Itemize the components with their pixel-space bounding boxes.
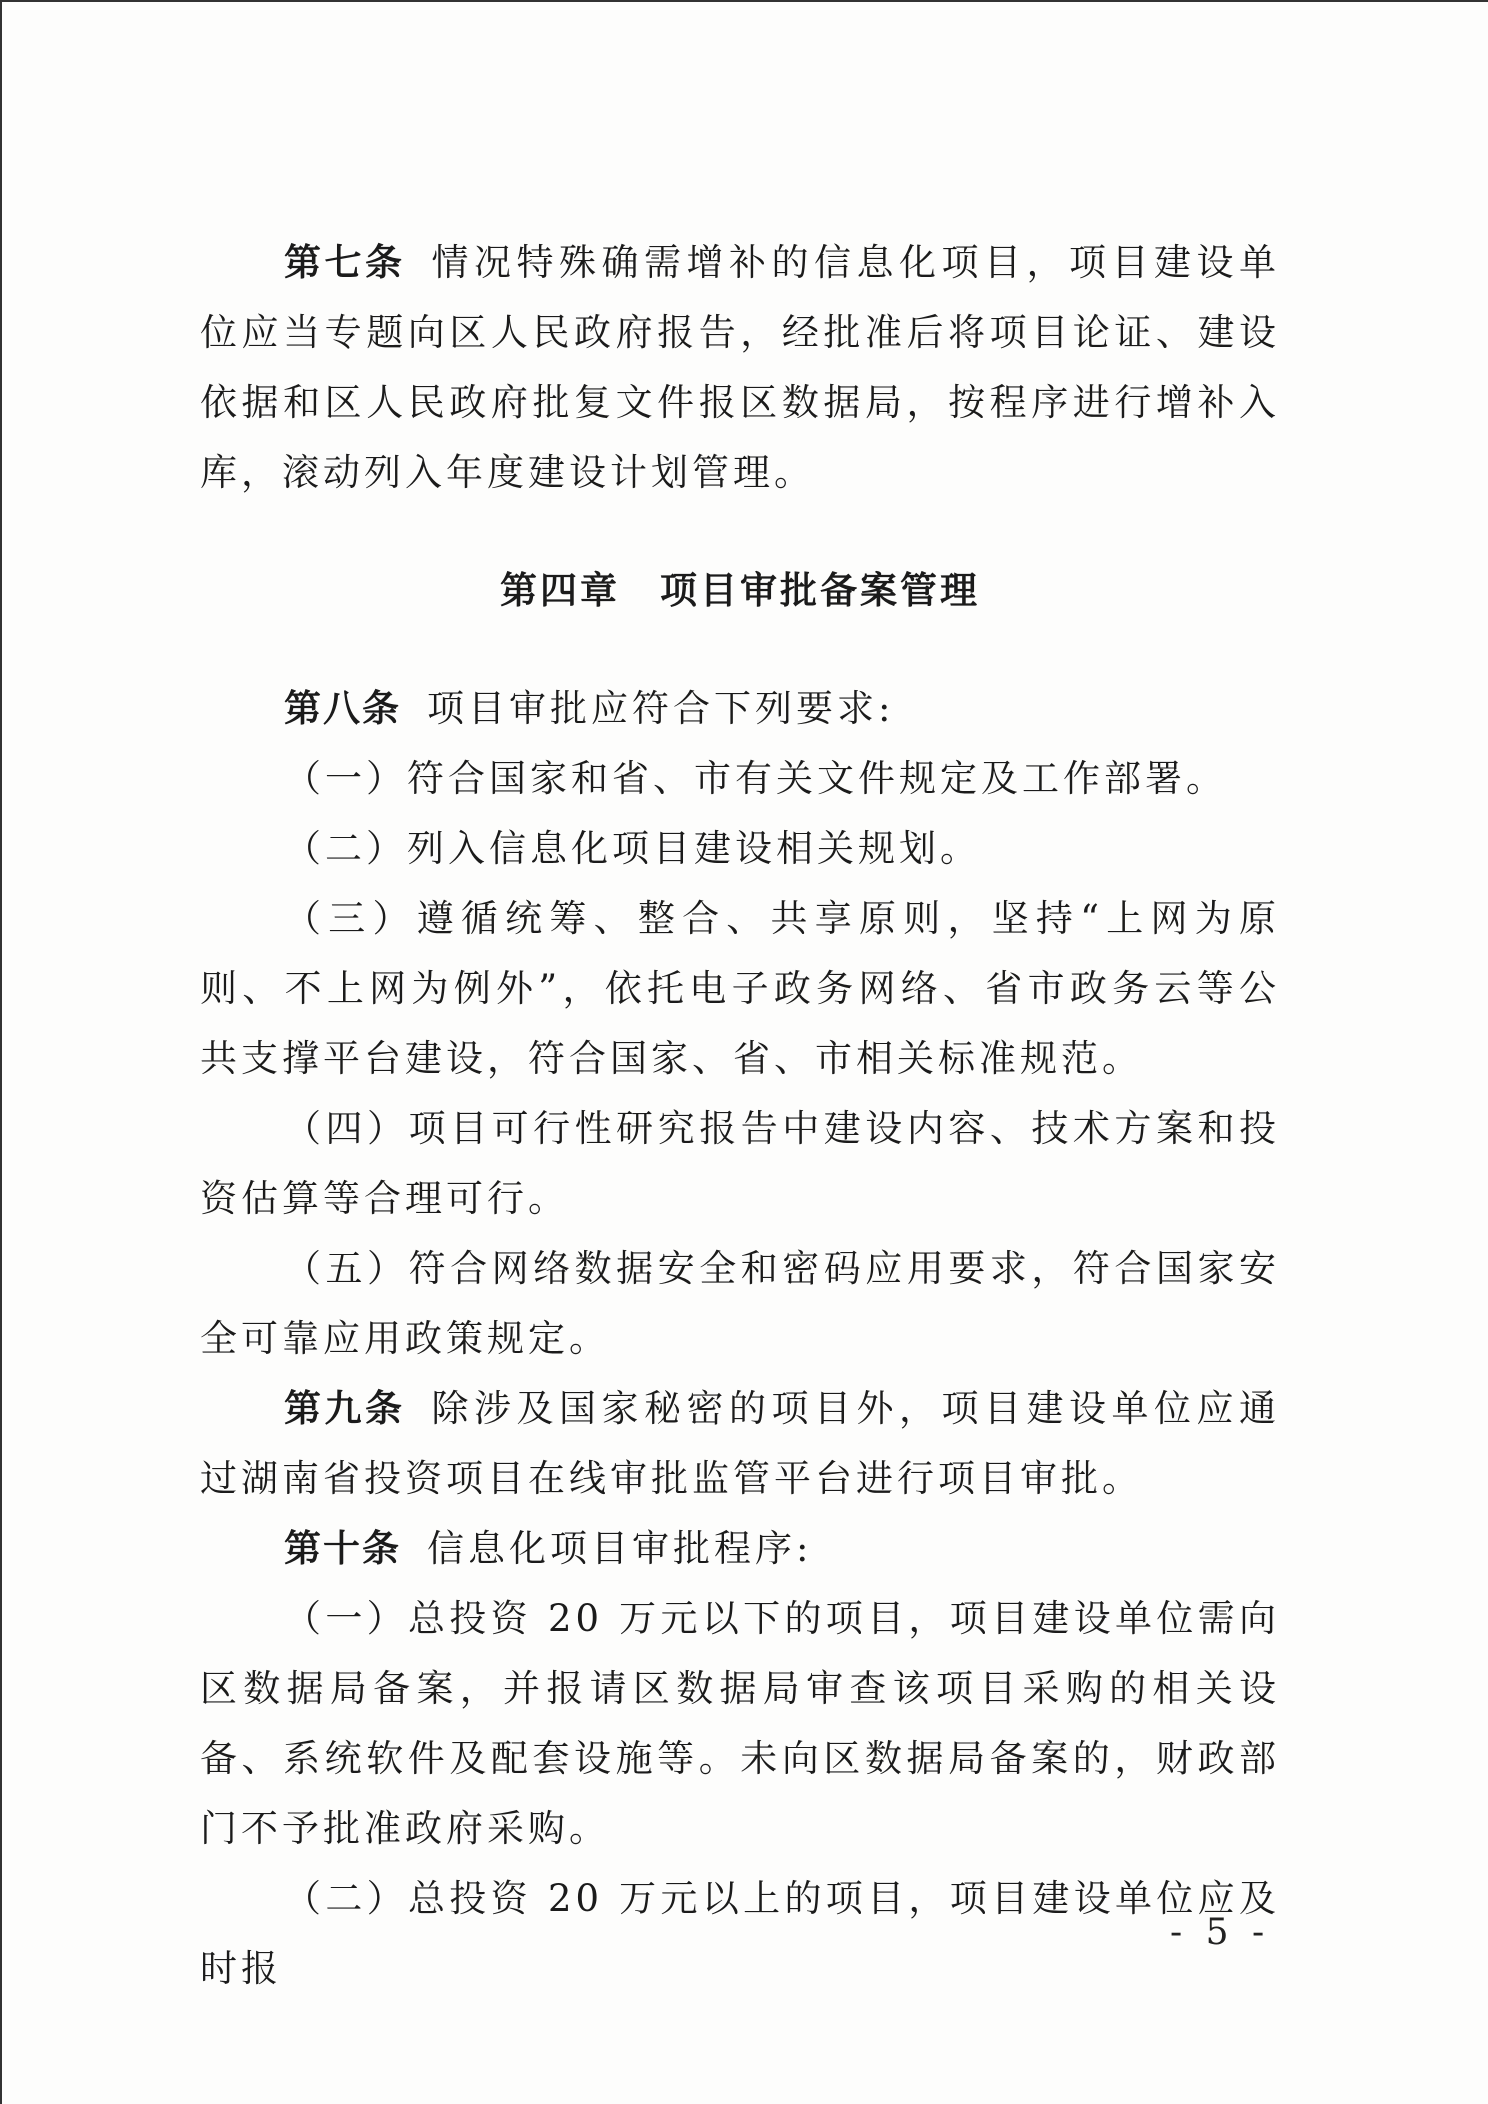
article-8-label: 第八条: [284, 687, 401, 730]
article-8-item-5: （五）符合网络数据安全和密码应用要求，符合国家安全可靠应用政策规定。: [200, 1247, 1280, 1360]
article-7: [200, 228, 1280, 508]
article-8-item-3: （三）遵循统筹、整合、共享原则，坚持“上网为原则、不上网为例外”，依托电子政务网络、省市政务云等公共支撑平台建设，符合国家、省、市相关标准规范。: [200, 897, 1280, 1080]
article-8-item-2: （二）列入信息化项目建设相关规划。: [284, 827, 981, 870]
article-10-text: 信息化项目审批程序:: [427, 1527, 813, 1570]
article-10-label: 第十条: [284, 1527, 401, 1570]
article-8-text: 项目审批应符合下列要求:: [427, 687, 895, 730]
article-9: [200, 1374, 1280, 1514]
article-7-text: 情况特殊确需增补的信息化项目，项目建设单位应当专题向区人民政府报告，经批准后将项目论证、建设依据和区人民政府批复文件报区数据局，按程序进行增补入库，滚动列入年度建设计划管理。: [200, 241, 1280, 494]
page-number: - 5 -: [1170, 1912, 1271, 1953]
article-8-item-4: （四）项目可行性研究报告中建设内容、技术方案和投资估算等合理可行。: [200, 1107, 1280, 1220]
article-8: [200, 674, 1280, 744]
chapter-heading: [200, 556, 1280, 626]
article-10-item-2: （二）总投资 20 万元以上的项目，项目建设单位应及时报: [200, 1877, 1280, 1990]
chapter-title: 项目审批备案管理: [660, 569, 980, 612]
article-10-item-1: （一）总投资 20 万元以下的项目，项目建设单位需向区数据局备案，并报请区数据局审查该项目采购的相关设备、系统软件及配套设施等。未向区数据局备案的，财政部门不予批准政府采购。: [200, 1597, 1280, 1850]
article-8-item-1: （一）符合国家和省、市有关文件规定及工作部署。: [284, 757, 1227, 800]
article-10: [200, 1514, 1280, 1584]
document-body: [200, 228, 1280, 2004]
article-9-text: 除涉及国家秘密的项目外，项目建设单位应通过湖南省投资项目在线审批监管平台进行项目审批。: [200, 1387, 1280, 1500]
article-9-label: 第九条: [284, 1387, 406, 1430]
article-7-label: 第七条: [284, 241, 406, 284]
chapter-number: 第四章: [500, 569, 620, 612]
